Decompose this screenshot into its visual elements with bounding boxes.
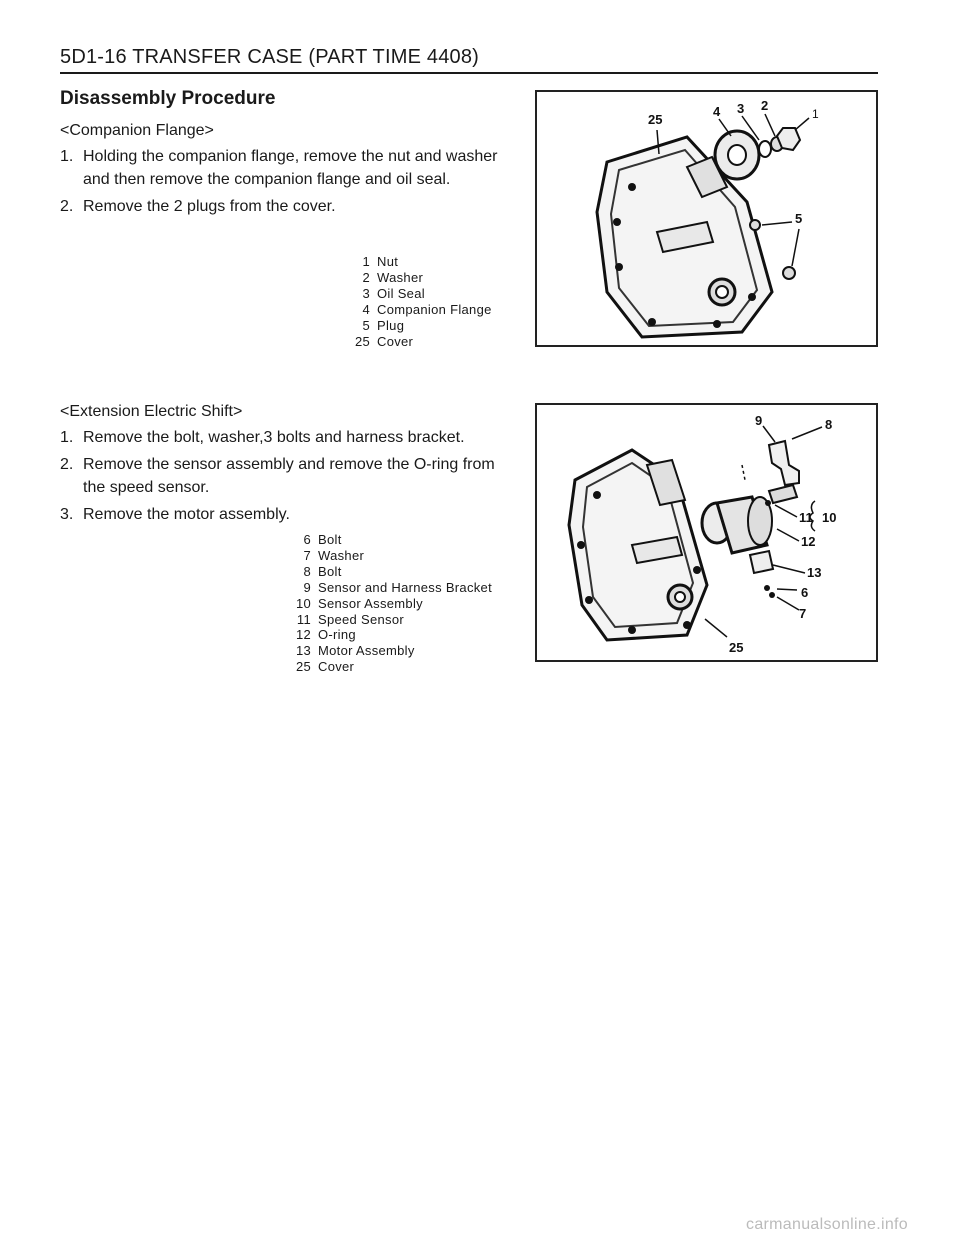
step-number: 2. (60, 198, 74, 215)
legend-label: Motor Assembly (318, 643, 415, 659)
legend-label: Speed Sensor (318, 611, 404, 627)
legend-row (287, 580, 492, 596)
legend-row (346, 334, 492, 350)
callout-5: 5 (795, 211, 803, 226)
legend-label: Nut (377, 254, 399, 269)
callout-4: 4 (713, 104, 721, 119)
legend-number: 3 (362, 285, 370, 301)
callout-8: 8 (825, 417, 833, 432)
legend-row (287, 643, 492, 659)
legend-label: Bolt (318, 563, 342, 579)
step-number: 1. (60, 148, 74, 165)
legend-row (346, 318, 492, 334)
step-number: 2. (60, 456, 74, 473)
companion-flange-steps (60, 145, 510, 222)
legend-number: 1 (362, 254, 370, 269)
legend-row (287, 659, 492, 675)
legend-row (287, 532, 492, 548)
callout-2: 2 (761, 98, 769, 113)
extension-electric-shift-steps (60, 426, 510, 530)
extension-electric-shift-figure (535, 403, 878, 662)
callout-6: 6 (801, 585, 809, 600)
legend-number: 10 (295, 595, 311, 611)
legend-number: 11 (296, 611, 311, 627)
legend-label: Companion Flange (377, 301, 492, 317)
legend-number: 13 (295, 643, 311, 659)
legend-number: 4 (362, 301, 370, 317)
legend-label: Sensor Assembly (318, 595, 423, 611)
legend-label: Sensor and Harness Bracket (318, 579, 492, 595)
step-text: Remove the sensor assembly and remove the O-ring from the speed sensor. (83, 456, 495, 496)
callout-10: 10 (822, 510, 837, 525)
legend-number: 9 (303, 579, 311, 595)
legend-row (346, 270, 492, 286)
legend-row (346, 302, 492, 318)
legend-label: Cover (318, 659, 355, 675)
callout-1: 1 (812, 107, 819, 121)
extension-electric-shift-illustration (537, 405, 876, 660)
callout-9: 9 (755, 413, 763, 428)
companion-flange-figure (535, 90, 878, 347)
legend-number: 25 (354, 333, 370, 349)
legend-row (287, 548, 492, 564)
companion-flange-heading: <Companion Flange> (60, 122, 214, 139)
watermark: carmanualsonline.info (746, 1216, 908, 1233)
step-text: Remove the 2 plugs from the cover. (83, 198, 336, 215)
legend-row (346, 254, 492, 270)
page-header: 5D1-16 TRANSFER CASE (PART TIME 4408) (60, 46, 480, 68)
step-item (60, 426, 510, 449)
step-number: 1. (60, 429, 74, 446)
legend-label: Plug (377, 317, 405, 333)
callout-25: 25 (648, 112, 663, 127)
legend-row (287, 627, 492, 643)
callout-3: 3 (737, 101, 745, 116)
legend-number: 2 (362, 269, 370, 285)
legend-row (346, 286, 492, 302)
callout-12: 12 (801, 534, 816, 549)
extension-electric-shift-heading: <Extension Electric Shift> (60, 403, 243, 420)
callout-25: 25 (729, 640, 744, 655)
legend-label: Cover (377, 333, 414, 349)
legend-number: 12 (295, 627, 311, 643)
legend-number: 8 (303, 563, 311, 579)
callout-7: 7 (799, 606, 807, 621)
callout-13: 13 (807, 565, 822, 580)
legend-number: 25 (295, 659, 311, 675)
step-item (60, 145, 510, 191)
step-item (60, 503, 510, 526)
callout-11: 11 (799, 510, 813, 525)
legend-label: Oil Seal (377, 285, 425, 301)
legend-label: Washer (318, 547, 365, 563)
step-text: Holding the companion flange, remove the nut and washer and then remove the companion flange and oil seal. (83, 148, 498, 188)
legend-label: Washer (377, 269, 424, 285)
companion-flange-legend (346, 254, 492, 349)
companion-flange-illustration (537, 92, 876, 345)
step-text: Remove the bolt, washer,3 bolts and harness bracket. (83, 429, 465, 446)
extension-electric-shift-legend (287, 532, 492, 675)
legend-number: 7 (303, 547, 311, 563)
legend-label: O-ring (318, 627, 356, 643)
legend-row (287, 612, 492, 628)
step-number: 3. (60, 506, 74, 523)
legend-number: 5 (362, 317, 370, 333)
header-divider (60, 72, 878, 74)
section-title: Disassembly Procedure (60, 88, 276, 109)
legend-row (287, 564, 492, 580)
legend-number: 6 (303, 532, 311, 547)
legend-label: Bolt (318, 532, 342, 547)
step-item (60, 195, 510, 218)
step-item (60, 453, 510, 499)
step-text: Remove the motor assembly. (83, 506, 290, 523)
legend-row (287, 596, 492, 612)
